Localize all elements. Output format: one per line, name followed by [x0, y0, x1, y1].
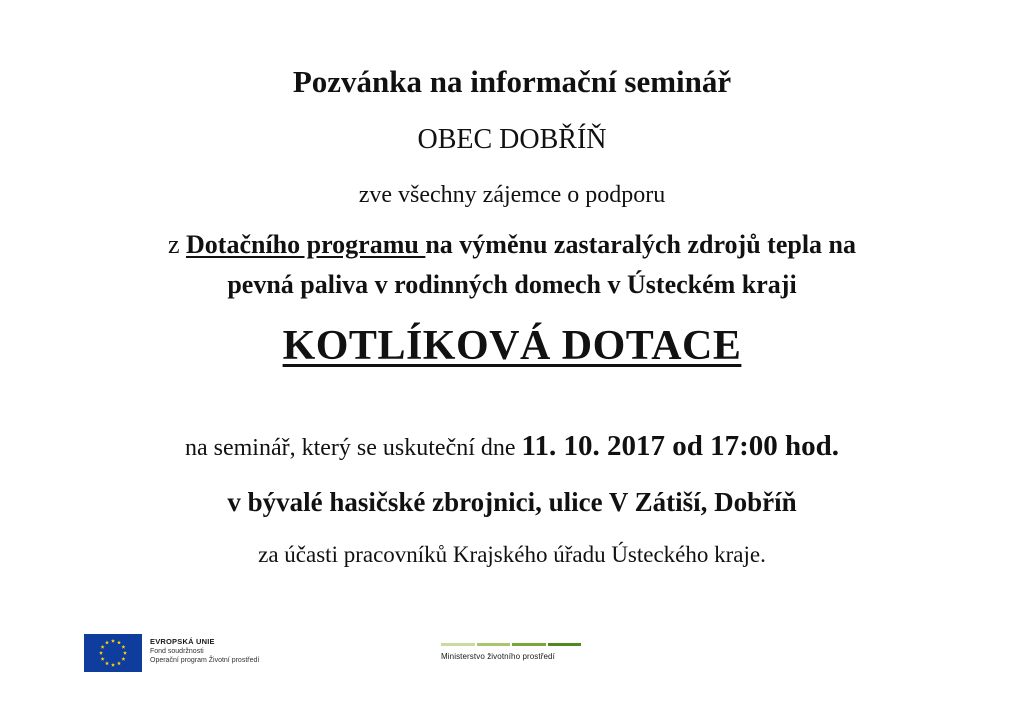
eu-flag-icon [84, 634, 142, 672]
eu-star-icon [105, 641, 109, 645]
eu-star-icon [101, 657, 105, 661]
ministry-color-bars [441, 643, 583, 646]
seminar-end: . [831, 430, 839, 462]
program-line-2: pevná paliva v rodinných domech v Ústeckém kraji [227, 270, 797, 299]
eu-star-icon [117, 641, 121, 645]
eu-star-icon [123, 651, 127, 655]
eu-star-icon [111, 663, 115, 667]
ministry-name: Ministerstvo životního prostředí [441, 652, 555, 661]
headline: KOTLÍKOVÁ DOTACE [282, 323, 742, 369]
seminar-place: v bývalé hasičské zbrojnici, ulice V Zátiší, Dobříň [227, 487, 797, 517]
eu-logo [84, 634, 259, 674]
invite-line: zve všechny zájemce o podporu [358, 182, 666, 208]
ministry-color-bar [548, 643, 582, 646]
eu-star-icon [117, 661, 121, 665]
eu-star-icon [101, 645, 105, 649]
eu-star-icon [99, 651, 103, 655]
program-link: Dotačního programu [186, 230, 426, 259]
seminar-attendance: za účasti pracovníků Krajského úřadu Ústeckého kraje. [258, 542, 766, 567]
eu-star-icon [121, 645, 125, 649]
seminar-intro: na seminář, který se uskuteční dne [184, 435, 522, 461]
program-line-1 [0, 230, 1024, 260]
eu-logo-text [150, 634, 259, 666]
program-line-1-rest: na výměnu zastaralých zdrojů tepla na [425, 230, 857, 259]
seminar-date-line [0, 430, 1024, 463]
eu-star-icon [121, 657, 125, 661]
invitation-title: Pozvánka na informační seminář [292, 64, 732, 99]
program-prefix: z [167, 230, 187, 259]
eu-star-icon [111, 639, 115, 643]
seminar-datetime: 11. 10. 2017 od 17:00 hod [521, 430, 832, 462]
ministry-color-bar [477, 643, 511, 646]
eu-stars-icon [84, 634, 142, 672]
ministry-color-bar [441, 643, 475, 646]
ministry-color-bar [512, 643, 546, 646]
ministry-logo [441, 643, 583, 661]
eu-logo-line-2: Fond soudržnosti [150, 647, 204, 655]
eu-star-icon [105, 661, 109, 665]
eu-logo-line-3: Operační program Životní prostředí [150, 657, 260, 664]
eu-logo-line-1: EVROPSKÁ UNIE [150, 637, 215, 646]
organizer-name: OBEC DOBŘÍŇ [417, 124, 607, 155]
